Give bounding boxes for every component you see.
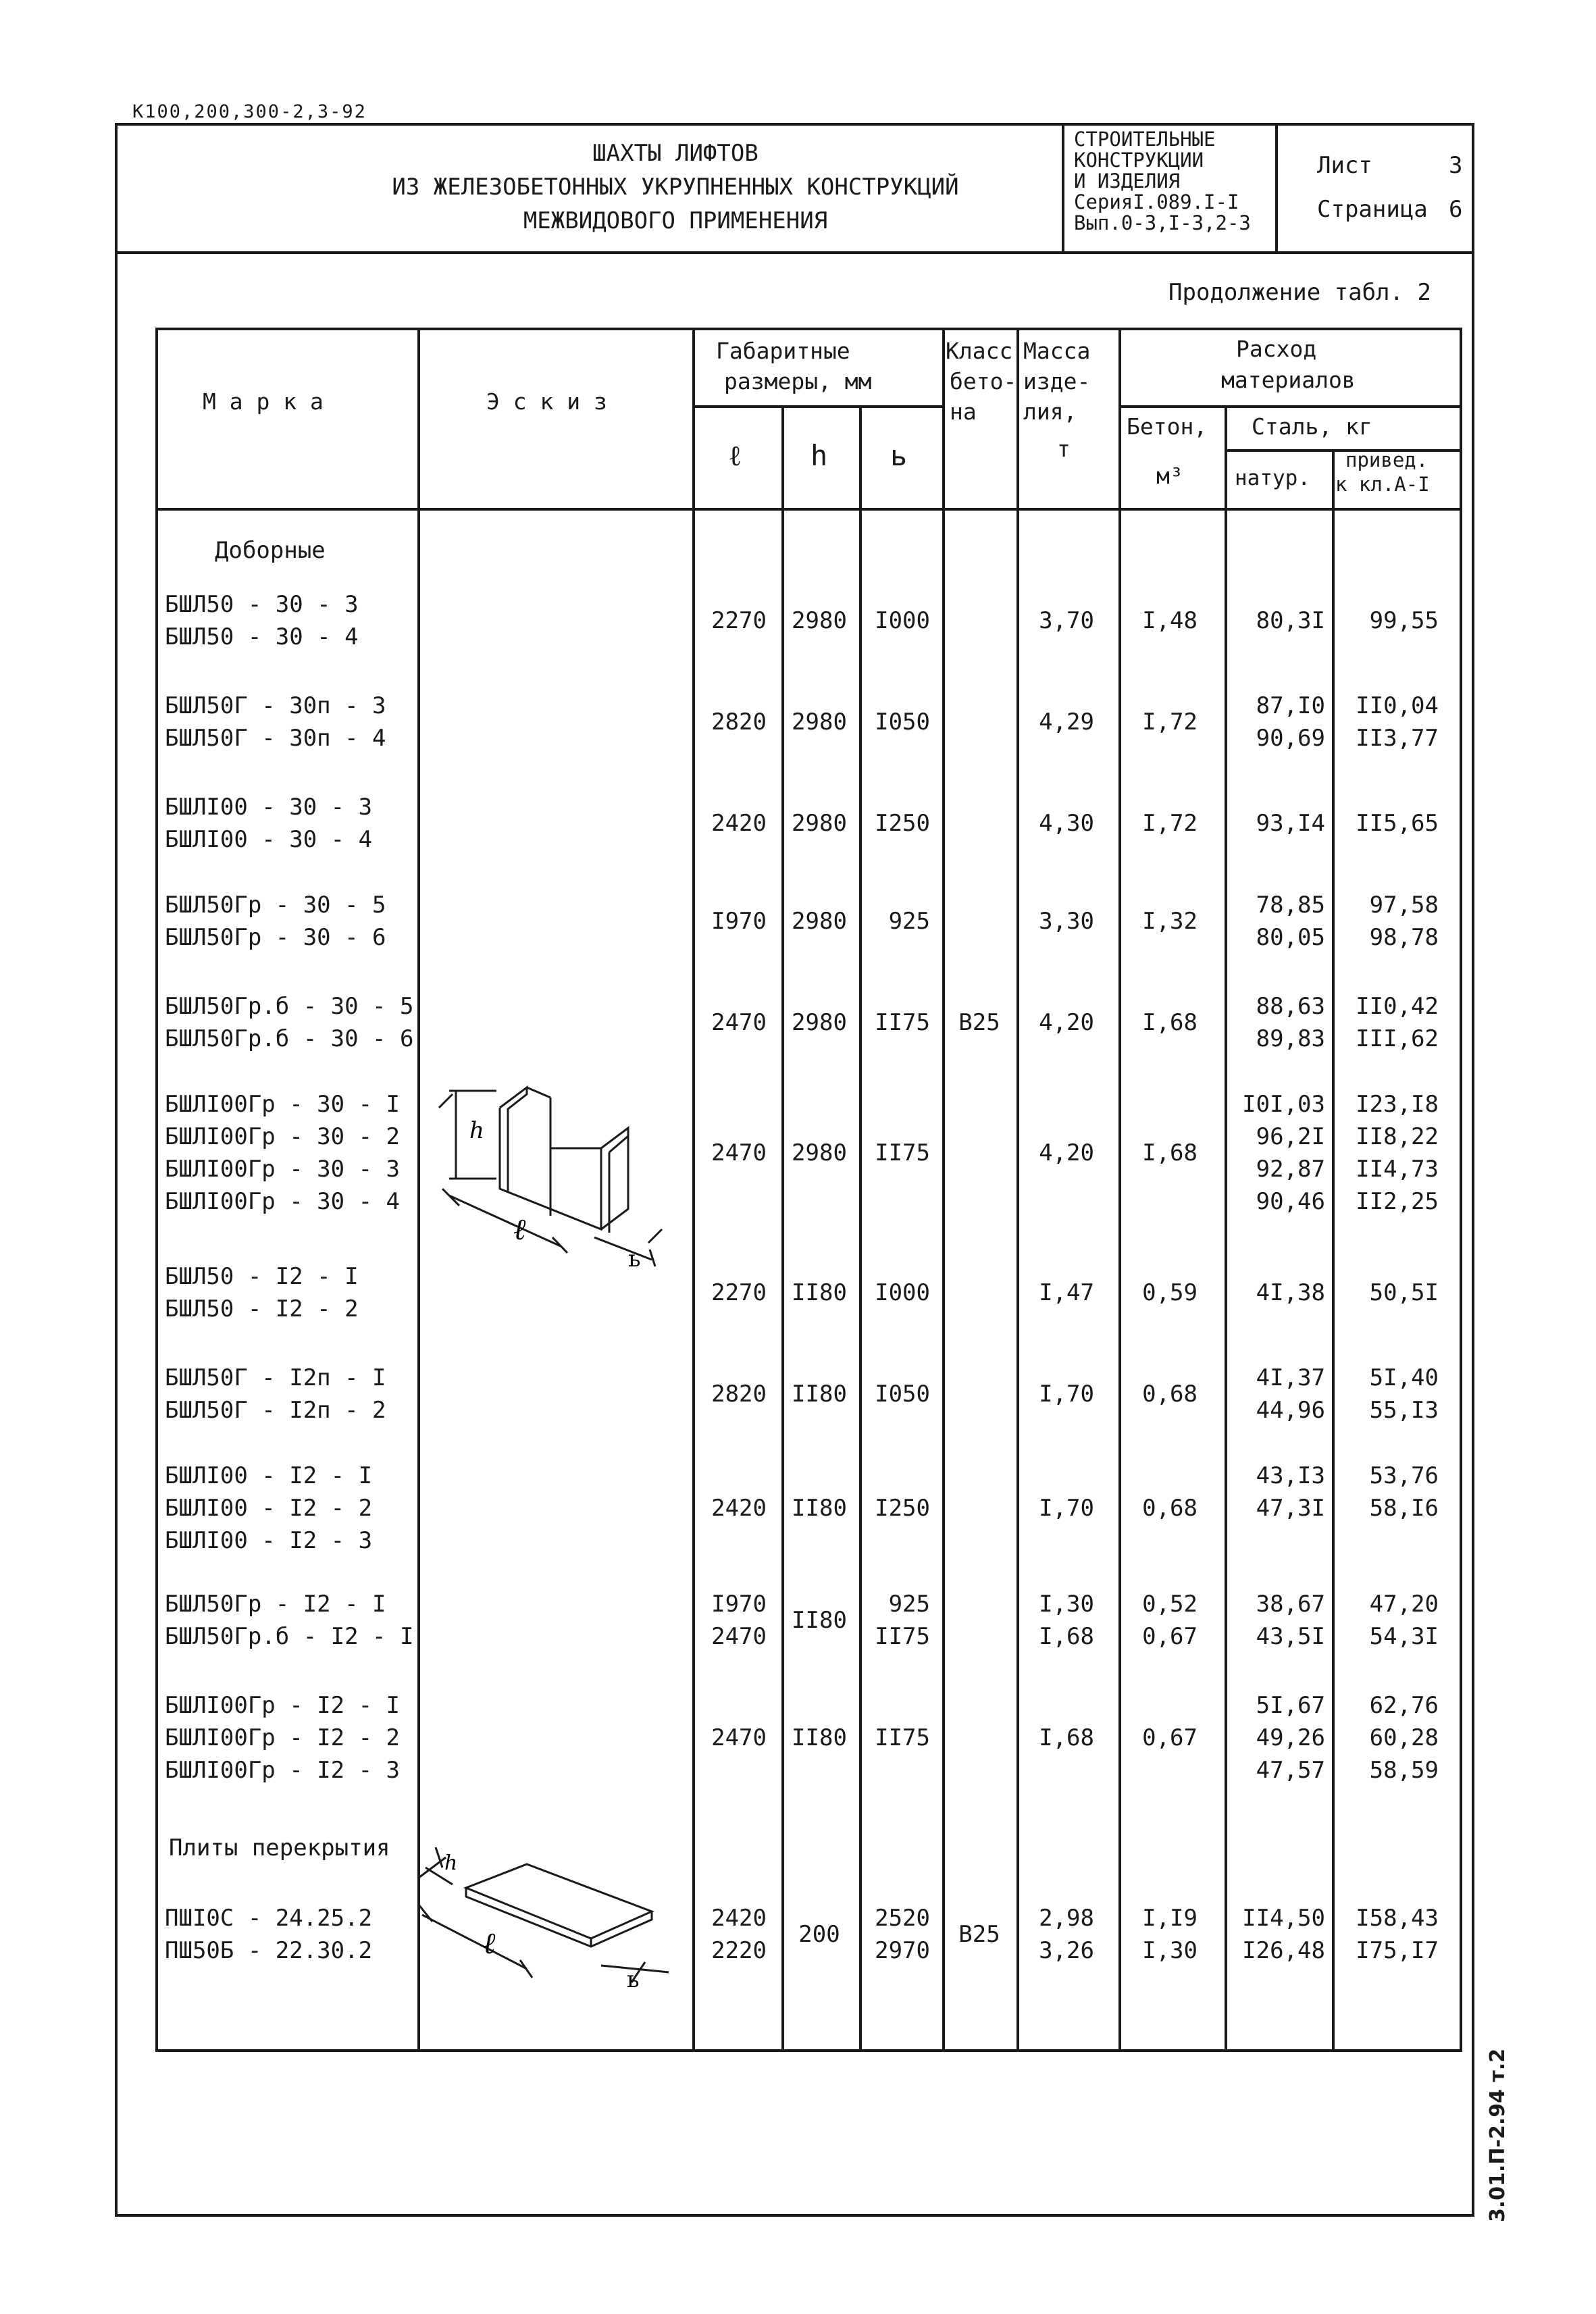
steel-nat-cell: II4,50 [1242, 1905, 1325, 1932]
height-cell: II80 [792, 1724, 847, 1751]
steel-red-cell: II2,25 [1356, 1188, 1439, 1215]
col-mass-2: изде- [1023, 368, 1091, 394]
col-dims-1: Габаритные [716, 338, 850, 364]
hd-line-consumption [1118, 405, 1462, 408]
length-cell: 2420 [711, 810, 767, 837]
length-cell: 2270 [711, 607, 767, 634]
width-cell: I050 [875, 1381, 930, 1408]
steel-red-cell: 99,55 [1369, 607, 1439, 634]
mass-cell: 4,29 [1039, 709, 1094, 736]
mark-cell: БШЛ50 - 30 - 3 [165, 591, 359, 618]
steel-nat-cell: 49,26 [1256, 1724, 1325, 1751]
width-cell: 925 [888, 1591, 930, 1618]
steel-nat-cell: 88,63 [1256, 993, 1325, 1020]
col-sketch: Э с к и з [486, 388, 607, 415]
steel-nat-cell: 44,96 [1256, 1397, 1325, 1424]
concrete-cell: I,30 [1142, 1937, 1198, 1964]
document-code: К100,200,300-2,3-92 [132, 101, 367, 122]
steel-nat-cell: 80,05 [1256, 924, 1325, 951]
mark-cell: БШЛI00Гр - 30 - 4 [165, 1188, 400, 1215]
steel-nat-cell: I26,48 [1242, 1937, 1325, 1964]
steel-red-cell: 60,28 [1369, 1724, 1439, 1751]
mark-cell: БШЛ50Г - I2п - 2 [165, 1397, 386, 1424]
steel-nat-cell: 78,85 [1256, 892, 1325, 919]
title-line-1: ШАХТЫ ЛИФТОВ [592, 140, 758, 167]
width-cell: II75 [875, 1009, 930, 1036]
col-class-2: бето- [950, 368, 1017, 394]
steel-nat-cell: 92,87 [1256, 1156, 1325, 1183]
class-cell: В25 [958, 1009, 1000, 1036]
steel-nat-cell: 43,5I [1256, 1623, 1325, 1650]
width-cell: 2520 [875, 1905, 930, 1932]
steel-nat-cell: 96,2I [1256, 1123, 1325, 1150]
mass-cell: 3,70 [1039, 607, 1094, 634]
stamp-line-3: И ИЗДЕЛИЯ [1074, 170, 1181, 192]
mark-cell: БШЛI00 - 30 - 4 [165, 826, 373, 853]
mark-cell: БШЛ50Гр.б - 30 - 6 [165, 1025, 414, 1052]
mark-cell: БШЛ50Гр - 30 - 5 [165, 892, 386, 919]
mass-cell: 2,98 [1039, 1905, 1094, 1932]
sheet-value: 3 [1449, 152, 1463, 179]
steel-red-cell: 58,I6 [1369, 1495, 1439, 1522]
class-cell: В25 [958, 1921, 1000, 1948]
hd-line-bottom [155, 508, 1462, 511]
steel-red-cell: II3,77 [1356, 725, 1439, 752]
steel-red-cell: I75,I7 [1356, 1937, 1439, 1964]
steel-red-cell: I23,I8 [1356, 1091, 1439, 1118]
mass-cell: I,47 [1039, 1279, 1094, 1306]
header-bottom-line [115, 251, 1474, 254]
width-cell: I000 [875, 1279, 930, 1306]
col-line-mass [1016, 328, 1019, 2052]
length-cell: 2470 [711, 1724, 767, 1751]
length-cell: 2820 [711, 709, 767, 736]
stamp-line-5: Вып.0-3,I-3,2-3 [1074, 211, 1251, 234]
col-steel-nat: натур. [1235, 466, 1310, 490]
steel-nat-cell: 93,I4 [1256, 810, 1325, 837]
width-cell: I050 [875, 709, 930, 736]
col-steel-red-2: к кл.А-I [1335, 473, 1430, 496]
height-cell: 2980 [792, 607, 847, 634]
concrete-cell: 0,68 [1142, 1495, 1198, 1522]
col-line-class [942, 328, 945, 2052]
concrete-cell: 0,67 [1142, 1724, 1198, 1751]
mass-cell: I,68 [1039, 1623, 1094, 1650]
section-extra: Доборные [215, 537, 326, 564]
mark-cell: БШЛI00 - I2 - I [165, 1462, 373, 1489]
col-mass-3: лия, [1023, 398, 1077, 425]
width-cell: I000 [875, 607, 930, 634]
sheet-label: Лист [1317, 152, 1372, 179]
col-dim-b: ь [890, 439, 908, 472]
steel-red-cell: 98,78 [1369, 924, 1439, 951]
header-divider-2 [1275, 123, 1278, 253]
steel-nat-cell: 47,3I [1256, 1495, 1325, 1522]
width-cell: 925 [888, 908, 930, 935]
concrete-cell: 0,67 [1142, 1623, 1198, 1650]
concrete-cell: 0,68 [1142, 1381, 1198, 1408]
mark-cell: БШЛ50 - I2 - 2 [165, 1295, 359, 1322]
steel-nat-cell: I0I,03 [1242, 1091, 1325, 1118]
col-concrete-1: Бетон, [1127, 413, 1208, 440]
steel-red-cell: 58,59 [1369, 1757, 1439, 1784]
width-cell: II75 [875, 1139, 930, 1166]
mark-cell: БШЛ50 - 30 - 4 [165, 623, 359, 650]
mark-cell: БШЛI00 - I2 - 2 [165, 1495, 373, 1522]
mark-cell: БШЛ50Г - 30п - 4 [165, 725, 386, 752]
col-line-steel [1225, 405, 1227, 2052]
length-cell: I970 [711, 1591, 767, 1618]
table-caption: Продолжение табл. 2 [1168, 279, 1431, 306]
mark-cell: БШЛ50Гр - 30 - 6 [165, 924, 386, 951]
steel-nat-cell: 80,3I [1256, 607, 1325, 634]
col-dims-2: размеры, мм [724, 368, 872, 394]
height-cell: II80 [792, 1607, 847, 1634]
mark-cell: БШЛI00Гр - 30 - 3 [165, 1156, 400, 1183]
mark-cell: БШЛI00 - 30 - 3 [165, 794, 373, 821]
title-line-2: ИЗ ЖЕЛЕЗОБЕТОННЫХ УКРУПНЕННЫХ КОНСТРУКЦИЙ [392, 174, 959, 201]
section-slabs: Плиты перекрытия [169, 1834, 390, 1861]
mark-cell: ПШI0С - 24.25.2 [165, 1905, 373, 1932]
height-cell: 2980 [792, 1009, 847, 1036]
height-cell: 2980 [792, 709, 847, 736]
mark-cell: БШЛI00Гр - I2 - I [165, 1692, 400, 1719]
concrete-cell: I,72 [1142, 709, 1198, 736]
steel-nat-cell: 87,I0 [1256, 692, 1325, 719]
side-code: 3.01.П-2.94 т.2 [1486, 2048, 1510, 2222]
steel-red-cell: II5,65 [1356, 810, 1439, 837]
mass-cell: 4,30 [1039, 810, 1094, 837]
mark-cell: ПШ50Б - 22.30.2 [165, 1937, 373, 1964]
steel-red-cell: II0,04 [1356, 692, 1439, 719]
mark-cell: БШЛ50Гр.б - I2 - I [165, 1623, 414, 1650]
mass-cell: I,70 [1039, 1381, 1094, 1408]
height-cell: II80 [792, 1381, 847, 1408]
steel-red-cell: II8,22 [1356, 1123, 1439, 1150]
col-line-b [859, 405, 862, 2052]
steel-nat-cell: 43,I3 [1256, 1462, 1325, 1489]
slab-h-label: h [444, 1851, 458, 1875]
steel-red-cell: III,62 [1356, 1025, 1439, 1052]
height-cell: II80 [792, 1279, 847, 1306]
steel-nat-cell: 38,67 [1256, 1591, 1325, 1618]
length-cell: 2820 [711, 1381, 767, 1408]
mark-cell: БШЛI00Гр - I2 - 2 [165, 1724, 400, 1751]
mark-cell: БШЛ50Гр - I2 - I [165, 1591, 386, 1618]
page-label: Страница [1317, 196, 1428, 223]
stamp-line-1: СТРОИТЕЛЬНЫЕ [1074, 128, 1216, 151]
mass-cell: 3,26 [1039, 1937, 1094, 1964]
height-cell: 200 [798, 1921, 840, 1948]
steel-nat-cell: 47,57 [1256, 1757, 1325, 1784]
col-consumption-2: материалов [1221, 367, 1356, 393]
width-cell: II75 [875, 1623, 930, 1650]
mass-cell: 3,30 [1039, 908, 1094, 935]
height-cell: 2980 [792, 908, 847, 935]
width-cell: II75 [875, 1724, 930, 1751]
steel-red-cell: 54,3I [1369, 1623, 1439, 1650]
col-line-steel-red [1332, 449, 1335, 2052]
title-line-3: МЕЖВИДОВОГО ПРИМЕНЕНИЯ [523, 207, 828, 234]
steel-red-cell: 50,5I [1369, 1279, 1439, 1306]
steel-red-cell: I58,43 [1356, 1905, 1439, 1932]
length-cell: 2470 [711, 1009, 767, 1036]
steel-red-cell: 55,I3 [1369, 1397, 1439, 1424]
sketch-b-label: ь [628, 1245, 641, 1272]
col-line-h [781, 405, 784, 2052]
mass-cell: 4,20 [1039, 1009, 1094, 1036]
col-mass-1: Масса [1023, 338, 1091, 364]
steel-nat-cell: 90,46 [1256, 1188, 1325, 1215]
col-consumption-1: Расход [1236, 336, 1317, 362]
col-steel-red-1: привед. [1345, 448, 1428, 471]
shaft-block-sketch [432, 1060, 702, 1283]
length-cell: 2470 [711, 1139, 767, 1166]
width-cell: 2970 [875, 1937, 930, 1964]
mark-cell: БШЛI00Гр - 30 - 2 [165, 1123, 400, 1150]
col-steel: Сталь, кг [1252, 413, 1372, 440]
steel-red-cell: 97,58 [1369, 892, 1439, 919]
mass-cell: I,30 [1039, 1591, 1094, 1618]
width-cell: I250 [875, 1495, 930, 1522]
steel-red-cell: 5I,40 [1369, 1364, 1439, 1391]
concrete-cell: I,32 [1142, 908, 1198, 935]
length-cell: 2420 [711, 1495, 767, 1522]
steel-nat-cell: 5I,67 [1256, 1692, 1325, 1719]
col-class-1: Класс [946, 338, 1013, 364]
steel-nat-cell: 89,83 [1256, 1025, 1325, 1052]
col-class-3: на [950, 398, 977, 425]
mark-cell: БШЛI00Гр - I2 - 3 [165, 1757, 400, 1784]
width-cell: I250 [875, 810, 930, 837]
mark-cell: БШЛ50 - I2 - I [165, 1263, 359, 1290]
mark-cell: БШЛI00Гр - 30 - I [165, 1091, 400, 1118]
header-divider-1 [1062, 123, 1064, 253]
sketch-l-label: ℓ [513, 1212, 526, 1247]
mark-cell: БШЛI00 - I2 - 3 [165, 1527, 373, 1554]
length-cell: I970 [711, 908, 767, 935]
length-cell: 2270 [711, 1279, 767, 1306]
concrete-cell: I,68 [1142, 1009, 1198, 1036]
slab-l-label: ℓ [483, 1926, 496, 1961]
concrete-cell: I,48 [1142, 607, 1198, 634]
steel-red-cell: 53,76 [1369, 1462, 1439, 1489]
height-cell: II80 [792, 1495, 847, 1522]
mark-cell: БШЛ50Г - 30п - 3 [165, 692, 386, 719]
concrete-cell: I,72 [1142, 810, 1198, 837]
col-dim-h: h [810, 439, 828, 472]
steel-nat-cell: 4I,38 [1256, 1279, 1325, 1306]
mass-cell: I,68 [1039, 1724, 1094, 1751]
mark-cell: БШЛ50Г - I2п - I [165, 1364, 386, 1391]
col-mark: М а р к а [203, 388, 324, 415]
stamp-line-4: СерияI.089.I-I [1074, 190, 1239, 213]
concrete-cell: I,I9 [1142, 1905, 1198, 1932]
concrete-cell: I,68 [1142, 1139, 1198, 1166]
concrete-cell: 0,59 [1142, 1279, 1198, 1306]
slab-sketch [412, 1837, 689, 1999]
col-mass-4: т [1057, 436, 1071, 462]
mass-cell: 4,20 [1039, 1139, 1094, 1166]
col-line-sketch [417, 328, 420, 2052]
mark-cell: БШЛ50Гр.б - 30 - 5 [165, 993, 414, 1020]
hd-line-dims [692, 405, 945, 408]
slab-b-label: ь [627, 1966, 640, 1993]
col-concrete-2: м³ [1156, 463, 1183, 489]
steel-red-cell: II0,42 [1356, 993, 1439, 1020]
steel-red-cell: II4,73 [1356, 1156, 1439, 1183]
length-cell: 2220 [711, 1937, 767, 1964]
height-cell: 2980 [792, 1139, 847, 1166]
sketch-h-label: h [469, 1117, 484, 1144]
stamp-line-2: КОНСТРУКЦИИ [1074, 149, 1204, 172]
steel-red-cell: 47,20 [1369, 1591, 1439, 1618]
col-dim-l: ℓ [728, 439, 742, 472]
steel-nat-cell: 4I,37 [1256, 1364, 1325, 1391]
mass-cell: I,70 [1039, 1495, 1094, 1522]
height-cell: 2980 [792, 810, 847, 837]
length-cell: 2420 [711, 1905, 767, 1932]
length-cell: 2470 [711, 1623, 767, 1650]
page-value: 6 [1449, 196, 1463, 223]
concrete-cell: 0,52 [1142, 1591, 1198, 1618]
steel-nat-cell: 90,69 [1256, 725, 1325, 752]
steel-red-cell: 62,76 [1369, 1692, 1439, 1719]
